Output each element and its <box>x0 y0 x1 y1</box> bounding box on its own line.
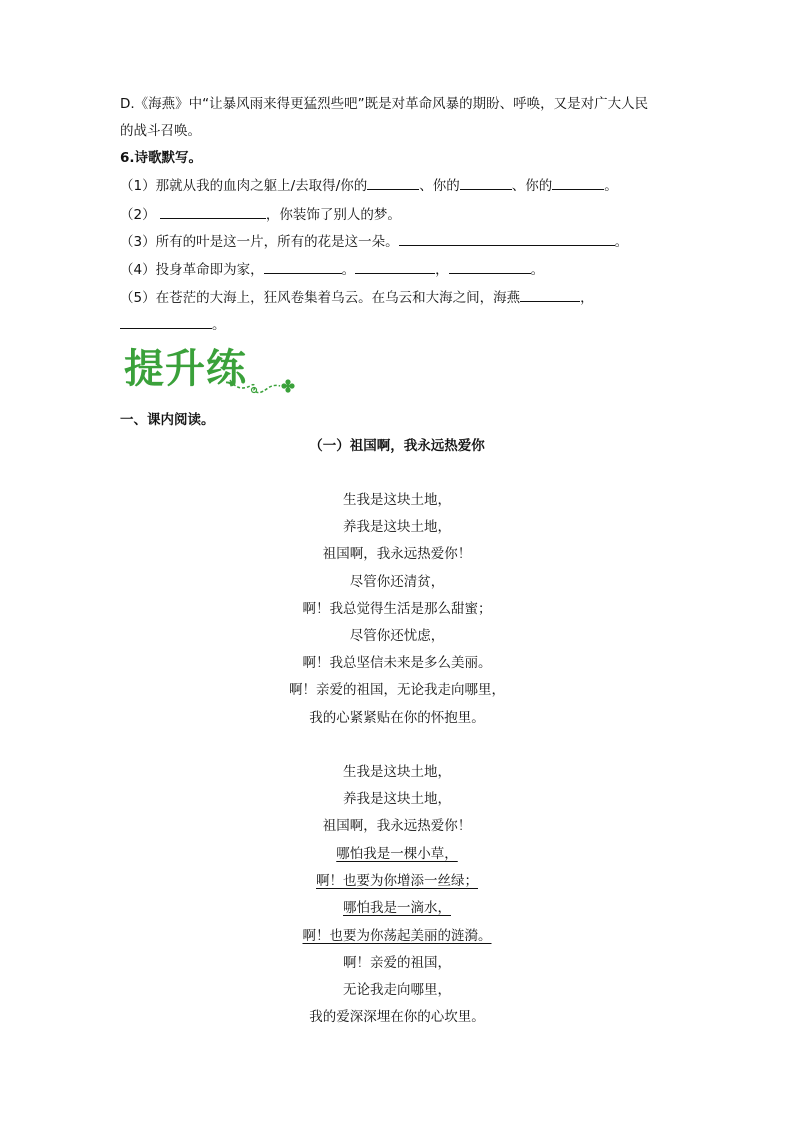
poem-line-underlined: 哪怕我是一滴水， <box>343 900 451 916</box>
poem-line: 祖国啊，我永远热爱你！ <box>322 818 472 834</box>
item-text: 投身革命即为家， <box>155 262 264 278</box>
vine-decoration-icon <box>228 372 298 402</box>
poem-line-underlined: 啊！也要为你增添一丝绿； <box>316 873 478 889</box>
option-d-line1: D.《海燕》中“让暴风雨来得更猛烈些吧”既是对革命风暴的期盼、呼唤，又是对广大人民 <box>120 96 649 112</box>
item-number: （5） <box>120 290 156 306</box>
poem-line: 尽管你还清贫， <box>349 574 445 590</box>
item-number: （1） <box>120 178 156 194</box>
item-text: 那就从我的血肉之躯上/去取得/你的 <box>155 178 368 194</box>
answer-blank[interactable] <box>520 287 580 302</box>
item-number: （2） <box>120 207 156 223</box>
item-text: 所有的叶是这一片，所有的花是这一朵。 <box>155 234 399 250</box>
poem-line-underlined: 哪怕我是一棵小草， <box>336 846 458 862</box>
q6-item-4 <box>120 259 544 280</box>
poem-line: 生我是这块土地， <box>343 492 451 508</box>
item-text: 、你的 <box>511 178 553 194</box>
item-text: 在苍茫的大海上，狂风卷集着乌云。在乌云和大海之间，海燕 <box>155 290 521 306</box>
item-text: 。 <box>341 262 356 278</box>
poem-title: （一）祖国啊，我永远热爱你 <box>309 438 485 454</box>
item-text: 。 <box>614 234 629 250</box>
poem-line: 尽管你还忧虑， <box>349 628 445 644</box>
poem-line: 养我是这块土地， <box>343 791 451 807</box>
q6-item-1 <box>120 175 618 196</box>
answer-blank[interactable] <box>264 259 342 274</box>
poem-line: 养我是这块土地， <box>343 519 451 535</box>
item-text: 、你的 <box>419 178 460 194</box>
poem-line: 生我是这块土地， <box>343 764 451 780</box>
answer-blank[interactable] <box>460 175 512 190</box>
q6-item-3 <box>120 231 628 252</box>
poem-line: 无论我走向哪里， <box>343 982 451 998</box>
poem-line: 祖国啊，我永远热爱你！ <box>322 546 472 562</box>
q6-item-5 <box>120 287 594 308</box>
poem-line: 啊！我总坚信未来是多么美丽。 <box>302 655 492 671</box>
answer-blank[interactable] <box>160 204 266 219</box>
q6-item-2 <box>120 204 401 225</box>
item-number: （4） <box>120 262 156 278</box>
q6-item-5-continued <box>120 314 226 335</box>
answer-blank[interactable] <box>552 175 604 190</box>
section-heading: 一、课内阅读。 <box>120 412 215 428</box>
section-banner <box>124 346 304 396</box>
question-6-title: 6.诗歌默写。 <box>120 150 203 166</box>
item-text: 。 <box>530 262 545 278</box>
poem-line: 我的心紧紧贴在你的怀抱里。 <box>309 710 485 726</box>
poem-line-underlined: 啊！也要为你荡起美丽的涟漪。 <box>302 928 492 944</box>
poem-line: 啊！亲爱的祖国，无论我走向哪里， <box>289 682 505 698</box>
answer-blank[interactable] <box>399 231 615 246</box>
answer-blank[interactable] <box>355 259 435 274</box>
item-text: ， <box>580 290 594 306</box>
item-number: （3） <box>120 234 156 250</box>
item-text: ， <box>435 262 449 278</box>
banner-title: 提升练 <box>124 346 247 392</box>
poem-line: 啊！亲爱的祖国， <box>343 955 451 971</box>
answer-blank[interactable] <box>367 175 419 190</box>
item-text: 。 <box>212 317 226 333</box>
item-text: ，你装饰了别人的梦。 <box>265 207 401 223</box>
option-d-line2: 的战斗召唤。 <box>120 123 201 139</box>
answer-blank[interactable] <box>449 259 531 274</box>
poem-line: 我的爱深深埋在你的心坎里。 <box>309 1009 485 1025</box>
answer-blank[interactable] <box>120 314 212 329</box>
poem-line: 啊！我总觉得生活是那么甜蜜； <box>302 601 492 617</box>
item-text: 。 <box>604 178 618 194</box>
